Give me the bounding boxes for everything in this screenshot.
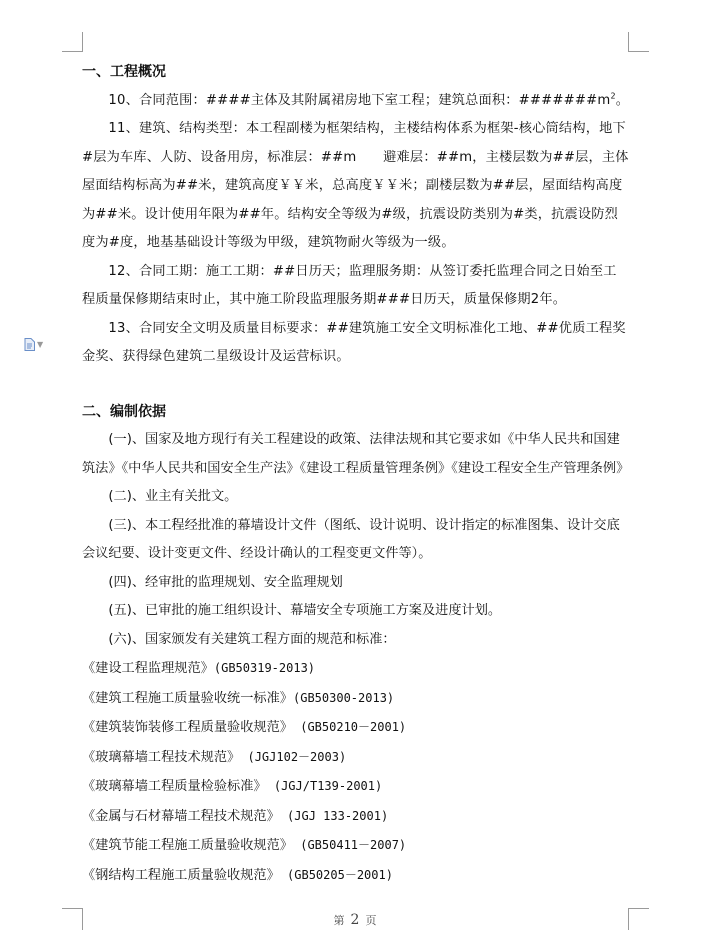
crop-mark-top-left-h xyxy=(62,51,83,52)
page-prefix: 第 xyxy=(333,914,345,927)
paragraph-text: 10、合同范围：####主体及其附属裙房地下室工程；建筑总面积：#######m xyxy=(108,92,611,108)
paragraph-safety-quality-goals: 13、合同安全文明及质量目标要求：##建筑施工安全文明标准化工地、##优质工程奖金奖、获得绿色建筑二星级设计及运营标识。 xyxy=(82,320,626,364)
section-heading: 二、编制依据 xyxy=(82,403,166,420)
page-number: 2 xyxy=(350,912,360,928)
basis-item: (六)、国家颁发有关建筑工程方面的规范和标准： xyxy=(108,631,396,647)
paragraph-structure-type: 11、建筑、结构类型：本工程副楼为框架结构，主楼结构体系为框架-核心筒结构，地下#层为车库、人防、设备用房，标准层：##m 避难层：##m，主楼层数为##层，主体屋面结构标高为##米，建筑高度￥￥米，总高度￥￥米；副楼层数为##层，屋面结构高度为##米。设计使用年限为##年。结构安全等级为#级，抗震设防类别为#类，抗震设防烈度为#度，地基基础设计等级为甲级，建筑物耐火等级为一级。 xyxy=(82,121,629,250)
standard-item: 《玻璃幕墙工程质量检验标准》 (JGJ/T139-2001) xyxy=(82,779,383,794)
paragraph-contract-period: 12、合同工期：施工工期：##日历天；监理服务期：从签订委托监理合同之日始至工程质量保修期结束时止，其中施工阶段监理服务期###日历天，质量保修期2年。 xyxy=(82,263,617,307)
standard-item: 《建设工程监理规范》(GB50319-2013) xyxy=(82,661,316,676)
basis-item: (四)、经审批的监理规划、安全监理规划 xyxy=(108,574,343,590)
paragraph-contract-scope xyxy=(82,87,630,116)
paragraph-end: 。 xyxy=(615,92,630,108)
basis-item: (五)、已审批的施工组织设计、幕墙安全专项施工方案及进度计划。 xyxy=(108,603,502,618)
section-heading: 一、工程概况 xyxy=(82,64,166,80)
basis-item: (二)、业主有关批文。 xyxy=(108,489,238,504)
basis-item: (三)、本工程经批准的幕墙设计文件（图纸、设计说明、设计指定的标准图集、设计交底会议纪要、设计变更文件、经设计确认的工程变更文件等）。 xyxy=(82,517,620,561)
standard-item: 《建筑节能工程施工质量验收规范》 (GB50411－2007) xyxy=(82,838,407,853)
crop-mark-top-left-v xyxy=(82,32,83,52)
standard-item: 《建筑装饰装修工程质量验收规范》 (GB50210－2001) xyxy=(82,720,407,735)
crop-mark-bottom-left-h xyxy=(62,908,83,909)
standard-item: 《金属与石材幕墙工程技术规范》 (JGJ 133-2001) xyxy=(82,808,389,824)
document-options-icon[interactable]: ▼ xyxy=(24,336,46,352)
blank-line xyxy=(82,372,630,398)
crop-mark-top-right-v xyxy=(628,32,629,52)
basis-item: (一)、国家及地方现行有关工程建设的政策、法律法规和其它要求如《中华人民共和国建筑法》《中华人民共和国安全生产法》《建设工程质量管理条例》《建设工程安全生产管理条例》 xyxy=(82,432,630,476)
superscript: 2 xyxy=(610,91,616,101)
document-page xyxy=(82,58,630,890)
page-suffix: 页 xyxy=(365,914,377,927)
page-number-footer xyxy=(0,912,710,928)
standard-item: 《钢结构工程施工质量验收规范》 (GB50205－2001) xyxy=(82,867,393,883)
standard-item: 《玻璃幕墙工程技术规范》 (JGJ102－2003) xyxy=(82,749,347,765)
standard-item: 《建筑工程施工质量验收统一标准》(GB50300-2013) xyxy=(82,690,395,706)
crop-mark-top-right-h xyxy=(628,51,649,52)
crop-mark-bottom-right-h xyxy=(628,908,649,909)
